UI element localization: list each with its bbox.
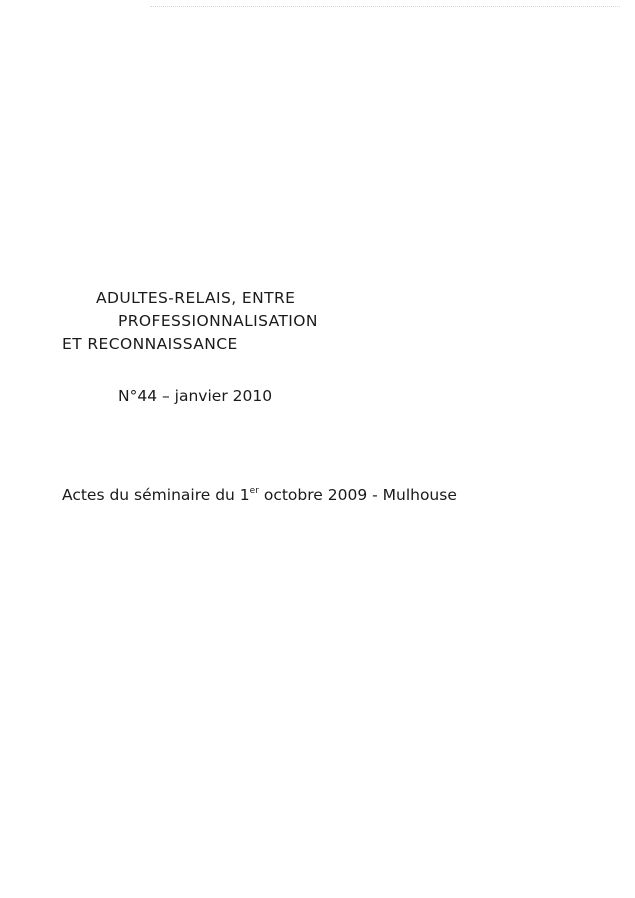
scan-edge-artifact	[150, 6, 620, 7]
title-line-2: PROFESSIONNALISATION	[118, 312, 318, 330]
issue-number-date: N°44 – janvier 2010	[118, 387, 273, 405]
proceedings-line	[62, 485, 457, 505]
proceedings-ordinal-superscript: er	[249, 486, 259, 496]
proceedings-prefix: Actes du séminaire du 1	[62, 486, 250, 504]
proceedings-suffix: octobre 2009 - Mulhouse	[258, 486, 457, 504]
title-line-3: ET RECONNAISSANCE	[62, 335, 238, 353]
title-line-1: ADULTES-RELAIS, ENTRE	[96, 289, 296, 307]
